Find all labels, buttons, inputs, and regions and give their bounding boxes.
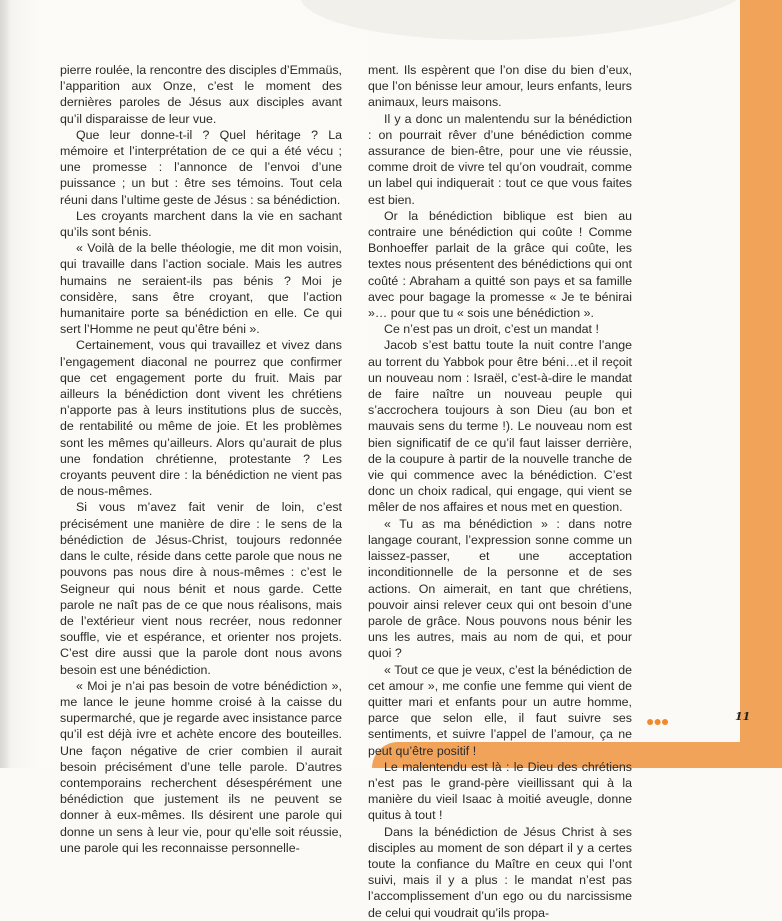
paragraph: Si vous m’avez fait venir de loin, c’est précisément une manière de dire : le sens de la bénédiction de Jésus-Christ, toujours redonnée dans le culte, réside dans cette parole que nous ne pouvons pas nous dire à nous-mêmes : c’est le Seigneur qui nous bénit et nous garde. Cette parole ne naît pas de ce que nous réalisons, mais de l’extérieur vient nous recréer, nous redonner souffle, vie et espérance, et orienter nos projets. C’est dire aussi que la parole dont nous avons besoin est une bénédiction. xyxy=(60,500,342,677)
paragraph: « Tout ce que je veux, c’est la bénédiction de cet amour », me confie une femme qui vient de quitter mari et enfants pour un autre homme, parce que selon elle, il faut suivre ses sentiments, et suivre l’appel de l’amour, ça ne peut qu’être positif ! xyxy=(368,662,632,758)
paragraph: Le malentendu est là : le Dieu des chrétiens n’est pas le grand-père vieillissant qui à la manière du vieil Isaac à moitié aveugle, donne quitus à tout ! xyxy=(368,759,632,823)
paragraph: « Moi je n’ai pas besoin de votre bénédiction », me lance le jeune homme croisé à la caisse du supermarché, que je regarde avec insistance parce qu’il est déjà ivre et achète encore des bouteilles. Une façon négative de crier combien il aurait besoin précisément d’une telle parole. D’autres contemporains recherchent désespérément une bénédiction que justement ils ne peuvent se donner à eux-mêmes. Ils désirent une parole qui donne un sens à leur vie, pour qu’elle soit réussie, une parole qui les reconnaisse personnelle- xyxy=(60,678,342,855)
paragraph: Dans la bénédiction de Jésus Christ à ses disciples au moment de son départ il y a certes toute la confiance du Maître en ceux qui l’ont suivi, mais il y a plus : le mandat n’est pas l’accomplissement d’un ego ou du narcissisme de celui qui voudrait qu’ils propa- xyxy=(368,824,632,920)
orange-side-band xyxy=(740,0,782,768)
paragraph: Ce n’est pas un droit, c’est un mandat ! xyxy=(384,322,599,337)
paragraph: Certainement, vous qui travaillez et vivez dans l’engagement diaconal ne pourrez que confirmer que cet engagement porte du fruit. Mais par ailleurs la bénédiction dont vivent les chrétiens n’apporte pas à leurs institutions plus de succès, de rentabilité ou même de joie. Et les problèmes sont les mêmes qu’ailleurs. Alors qu’aurait de plus une fondation chrétienne, protestante ? Les croyants peuvent dire : la bénédiction ne vient pas de nous-mêmes. xyxy=(60,338,342,499)
paragraph: Que leur donne-t-il ? Quel héritage ? La mémoire et l’interprétation de ce qui a été vécu ; une promesse : l’annonce de l’envoi d’une puissance ; un but : être ses témoins. Tout cela réuni dans l’ultime geste de Jésus : sa bénédiction. xyxy=(60,127,342,207)
text-column-left xyxy=(60,62,342,856)
paragraph: Il y a donc un malentendu sur la bénédiction : on pourrait rêver d’une bénédiction comme assurance de bien-être, pour une vie réussie, comme droit de vivre tel qu’on voudrait, comme un label qui indiquerait : tout ce que vous faites est bien. xyxy=(368,111,632,207)
paragraph: Les croyants marchent dans la vie en sachant qu’ils sont bénis. xyxy=(60,208,342,240)
paragraph: « Tu as ma bénédiction » : dans notre langage courant, l’expression sonne comme un laissez-passer, et une acceptation inconditionnelle de la personne et de ses actions. On aimerait, en tant que chrétiens, pouvoir ainsi relever ceux qui ont besoin d’une parole de grâce. Nous pouvons nous bénir les uns les autres, mais au nom de qui, et pour quoi ? xyxy=(368,516,632,661)
text-column-right xyxy=(368,62,632,921)
paragraph: pierre roulée, la rencontre des disciples d’Emmaüs, l’apparition aux Onze, c’est le moment des dernières paroles de Jésus aux disciples avant qu’il disparaisse de leur vue. xyxy=(60,63,342,126)
binding-shadow xyxy=(0,0,10,768)
page-number: 11 xyxy=(735,710,751,723)
paragraph: ment. Ils espèrent que l’on dise du bien d’eux, que l’on bénisse leur amour, leurs enfants, leurs animaux, leurs maisons. xyxy=(368,63,632,110)
paragraph: Jacob s’est battu toute la nuit contre l’ange au torrent du Yabbok pour être béni…et il reçoit un nouveau nom : Israël, c’est-à-dire le mandat de faire naître un nouveau peuple qui s’accrochera toujours à son Dieu (au bon et mauvais sens du terme !). Le nouveau nom est bien significatif de ce qu’il faut laisser derrière, de la coupure à partir de la nouvelle tranche de vie qui commence avec la bénédiction. C’est donc un choix radical, qui engage, qui vient se mêler de nos affaires et nous met en question. xyxy=(368,338,632,515)
ornament-dots: ●●● xyxy=(646,713,669,729)
paragraph: « Voilà de la belle théologie, me dit mon voisin, qui travaille dans l’action sociale. Mais les autres humains ne seraient-ils pas bénis ? Moi je considère, sans être croyant, que l’action humanitaire porte sa bénédiction en elle. Ce qui sert l’Homme ne peut qu’être béni ». xyxy=(60,241,342,337)
paragraph: Or la bénédiction biblique est bien au contraire une bénédiction qui coûte ! Comme Bonhoeffer parlait de la grâce qui coûte, les textes nous présentent des bénédictions qui ont coûté : Abraham a quitté son pays et sa famille avec pour bagage la promesse « Je te bénirai »… pour que tu « sois une bénédiction ». xyxy=(368,208,632,321)
decorative-curve xyxy=(300,0,760,40)
